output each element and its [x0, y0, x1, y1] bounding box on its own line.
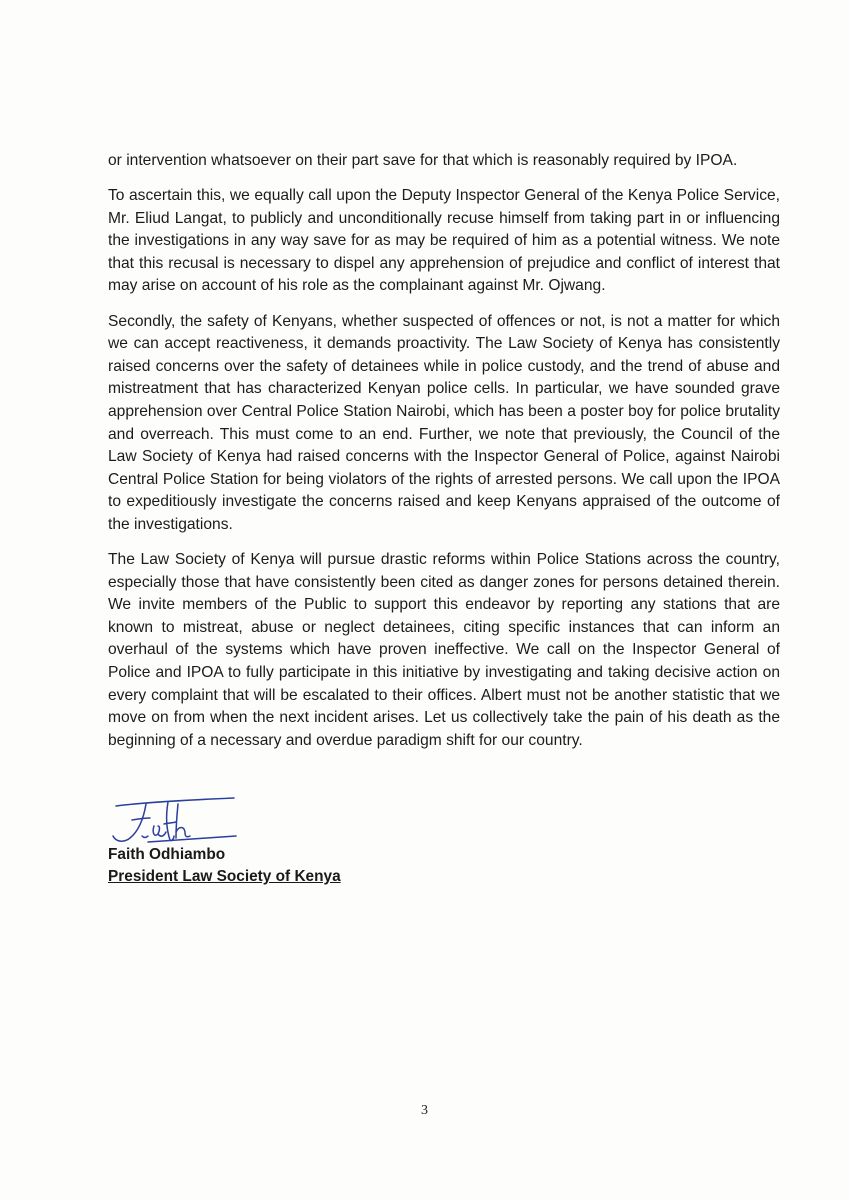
letter-body: [108, 150, 780, 765]
paragraph-4: The Law Society of Kenya will pursue drastic reforms within Police Stations across the country, especially those that have consistently been cited as danger zones for persons detained therein. We invite members of the Public to support this endeavor by reporting any stations that are known to mistreat, abuse or neglect detainees, citing specific instances that can inform an overhaul of the systems which have proven ineffective. We call on the Inspector General of Police and IPOA to fully participate in this initiative by investigating and taking decisive action on every complaint that will be escalated to their offices. Albert must not be another statistic that we move on from when the next incident arises. Let us collectively take the pain of his death as the beginning of a necessary and overdue paradigm shift for our country.: [108, 551, 780, 749]
signatory-name: Faith Odhiambo: [108, 846, 226, 863]
paragraph-1: or intervention whatsoever on their part save for that which is reasonably required by IPOA.: [108, 152, 738, 169]
paragraph-3: Secondly, the safety of Kenyans, whether suspected of offences or not, is not a matter for which we can accept reactiveness, it demands proactivity. The Law Society of Kenya has consistently raised concerns over the safety of detainees while in police custody, and the trend of abuse and mistreatment that has characterized Kenyan police cells. In particular, we have sounded grave apprehension over Central Police Station Nairobi, which has been a poster boy for police brutality and overreach. This must come to an end. Further, we note that previously, the Council of the Law Society of Kenya had raised concerns with the Inspector General of Police, against Nairobi Central Police Station for being violators of the rights of arrested persons. We call upon the IPOA to expeditiously investigate the concerns raised and keep Kenyans appraised of the outcome of the investigations.: [108, 312, 780, 533]
paragraph-2: To ascertain this, we equally call upon the Deputy Inspector General of the Kenya Police Service, Mr. Eliud Langat, to publicly and unconditionally recuse himself from taking part in or influencing the investigations in any way save for as may be required of him as a potential witness. We note that this recusal is necessary to dispel any apprehension of prejudice and conflict of interest that may arise on account of his role as the complainant against Mr. Ojwang.: [108, 187, 780, 295]
signatory-title: President Law Society of Kenya: [108, 868, 341, 885]
handwritten-signature: [108, 796, 248, 852]
page-number: 3: [421, 1103, 428, 1118]
signature-block: [108, 796, 428, 896]
